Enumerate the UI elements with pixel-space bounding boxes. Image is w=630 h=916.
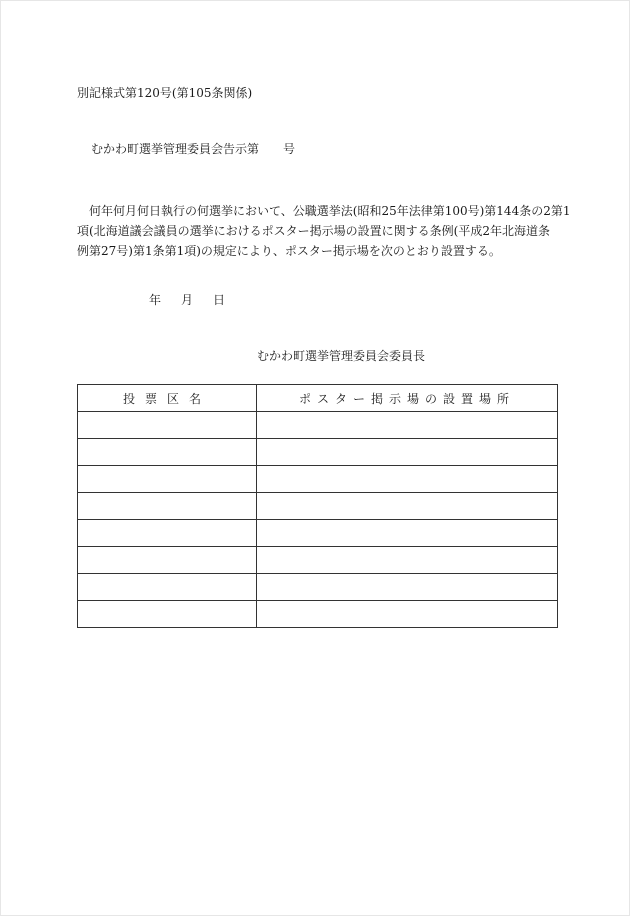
date-line: [149, 292, 225, 309]
table-row: [78, 493, 558, 520]
body-line: 例第27号)第1条第1項)の規定により、ポスター掲示場を次のとおり設置する。: [77, 244, 501, 258]
poster-board-table: [77, 384, 558, 628]
table-header-row: [78, 385, 558, 412]
table-row: [78, 412, 558, 439]
cell-location: [257, 412, 558, 439]
cell-district: [78, 412, 257, 439]
notice-title: むかわ町選挙管理委員会告示第 号: [91, 142, 296, 156]
cell-location: [257, 601, 558, 628]
cell-district: [78, 574, 257, 601]
table-row: [78, 547, 558, 574]
date-day: 日: [213, 293, 226, 307]
cell-district: [78, 493, 257, 520]
cell-district: [78, 466, 257, 493]
cell-location: [257, 520, 558, 547]
header-voting-district: 投票区名: [78, 385, 257, 412]
cell-location: [257, 547, 558, 574]
cell-location: [257, 439, 558, 466]
table-row: [78, 520, 558, 547]
cell-location: [257, 574, 558, 601]
cell-district: [78, 439, 257, 466]
form-reference: 別記様式第120号(第105条関係): [77, 86, 253, 100]
date-month: 月: [181, 293, 194, 307]
table-row: [78, 601, 558, 628]
cell-district: [78, 520, 257, 547]
table-row: [78, 466, 558, 493]
cell-location: [257, 493, 558, 520]
cell-district: [78, 601, 257, 628]
date-year: 年: [149, 293, 162, 307]
notice-body: [77, 201, 571, 261]
body-line: 項(北海道議会議員の選挙におけるポスター掲示場の設置に関する条例(平成2年北海道条: [77, 224, 551, 238]
header-installation-location: ポスター掲示場の設置場所: [257, 385, 558, 412]
signer-title: むかわ町選挙管理委員会委員長: [257, 349, 426, 363]
table-row: [78, 439, 558, 466]
body-line: 何年何月何日執行の何選挙において、公職選挙法(昭和25年法律第100号)第144条の2第1: [89, 204, 571, 218]
cell-district: [78, 547, 257, 574]
cell-location: [257, 466, 558, 493]
table-row: [78, 574, 558, 601]
